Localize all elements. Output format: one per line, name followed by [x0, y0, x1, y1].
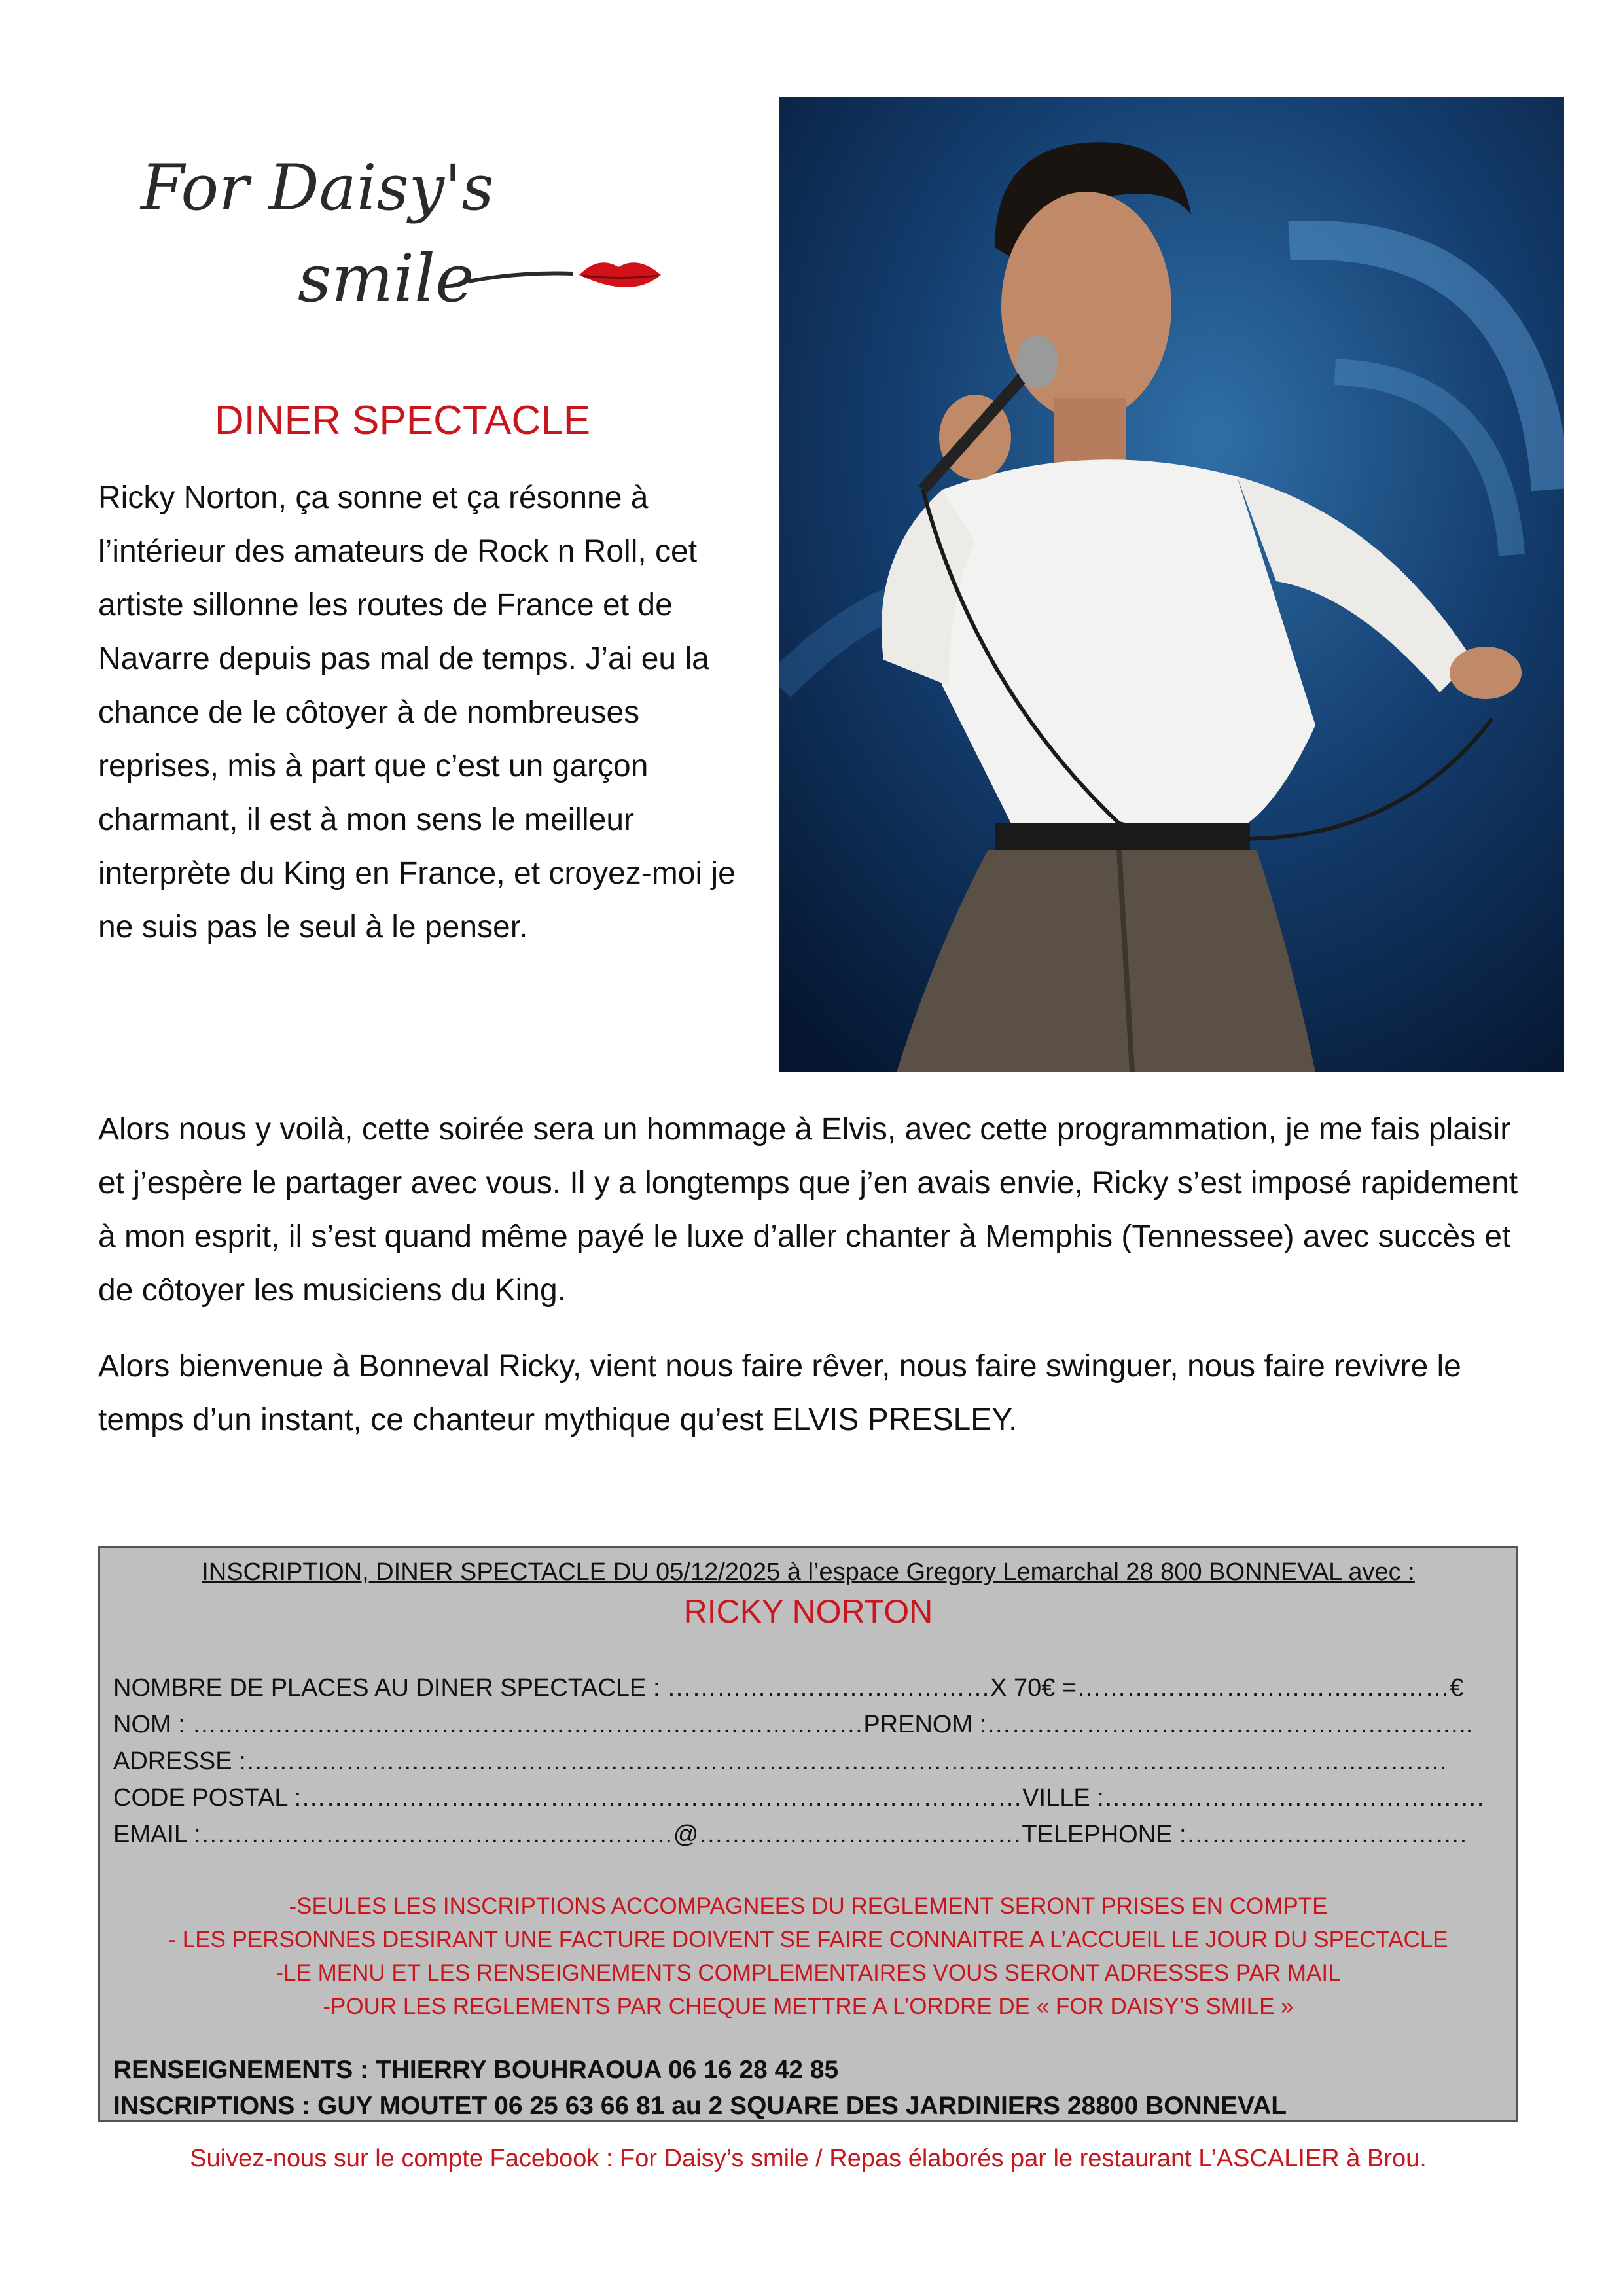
form-fields [113, 1670, 1501, 1853]
footer-note: Suivez-nous sur le compte Facebook : For Daisy’s smile / Repas élaborés par le restaurant L’ASCALIER à Brou. [190, 2145, 1427, 2172]
logo-text-line1: For Daisy's [141, 151, 494, 224]
form-heading: INSCRIPTION, DINER SPECTACLE DU 05/12/2025 à l’espace Gregory Lemarchal 28 800 BONNEVAL avec : [202, 1558, 1415, 1586]
lips-icon [579, 262, 661, 287]
field-nom-prenom[interactable]: NOM : ………………………………………………………………………PRENOM :………………………………………………….. [113, 1711, 1473, 1738]
body-paragraph-1: Alors nous y voilà, cette soirée sera un hommage à Elvis, avec cette programmation, je me fais plaisir et j’espère le partager avec vous. Il y a longtemps que j’en avais envie, Ricky s’est imposé rapidement à mon esprit, il s’est quand même payé le luxe d’aller chanter à Memphis (Tennessee) avec succès et de côtoyer les musiciens du King. [98, 1112, 1518, 1308]
page-title: DINER SPECTACLE [214, 398, 591, 443]
registration-form [98, 1546, 1518, 2122]
note-item: -LE MENU ET LES RENSEIGNEMENTS COMPLEMENTAIRES VOUS SERONT ADRESSES PAR MAIL [276, 1960, 1341, 1986]
note-item: - LES PERSONNES DESIRANT UNE FACTURE DOIVENT SE FAIRE CONNAITRE A L’ACCUEIL LE JOUR DU SPECTACLE [168, 1927, 1448, 1952]
intro-paragraph: Ricky Norton, ça sonne et ça résonne à l’intérieur des amateurs de Rock n Roll, cet artiste sillonne les routes de France et de Navarre depuis pas mal de temps. J’ai eu la chance de le côtoyer à de nombreuses reprises, mis à part que c’est un garçon charmant, il est à mon sens le meilleur interprète du King en France, et croyez-moi je ne suis pas le seul à le penser. [98, 480, 736, 944]
logo-underline [468, 274, 573, 282]
note-item: -SEULES LES INSCRIPTIONS ACCOMPAGNEES DU REGLEMENT SERONT PRISES EN COMPTE [289, 1893, 1328, 1919]
note-item: -POUR LES REGLEMENTS PAR CHEQUE METTRE A L’ORDRE DE « FOR DAISY’S SMILE » [323, 1994, 1294, 2019]
form-contacts [113, 2052, 1501, 2124]
field-places[interactable]: NOMBRE DE PLACES AU DINER SPECTACLE : …………………………………X 70€ =………………………………………€ [113, 1674, 1464, 1702]
form-notes [100, 1890, 1516, 2023]
field-code-postal-ville[interactable]: CODE POSTAL :……………………………………………………………………………VILLE :………………………………………. [113, 1784, 1484, 1812]
form-artist-name: RICKY NORTON [683, 1593, 933, 1630]
body-paragraph-2: Alors bienvenue à Bonneval Ricky, vient nous faire rêver, nous faire swinguer, nous faire revivre le temps d’un instant, ce chanteur mythique qu’est ELVIS PRESLEY. [98, 1349, 1461, 1437]
logo-text-line2: smile [298, 240, 474, 317]
field-email-telephone[interactable]: EMAIL :…………………………………………………@…………………………………TELEPHONE :……………………………. [113, 1821, 1467, 1848]
contact-inscriptions: INSCRIPTIONS : GUY MOUTET 06 25 63 66 81 au 2 SQUARE DES JARDINIERS 28800 BONNEVAL [113, 2092, 1287, 2120]
singer-photo [779, 97, 1564, 1072]
contact-renseignements: RENSEIGNEMENTS : THIERRY BOUHRAOUA 06 16 28 42 85 [113, 2056, 839, 2084]
for-daisys-smile-logo [128, 131, 704, 347]
field-adresse[interactable]: ADRESSE :………………………………………………………………………………………………………………………………. [113, 1748, 1447, 1775]
